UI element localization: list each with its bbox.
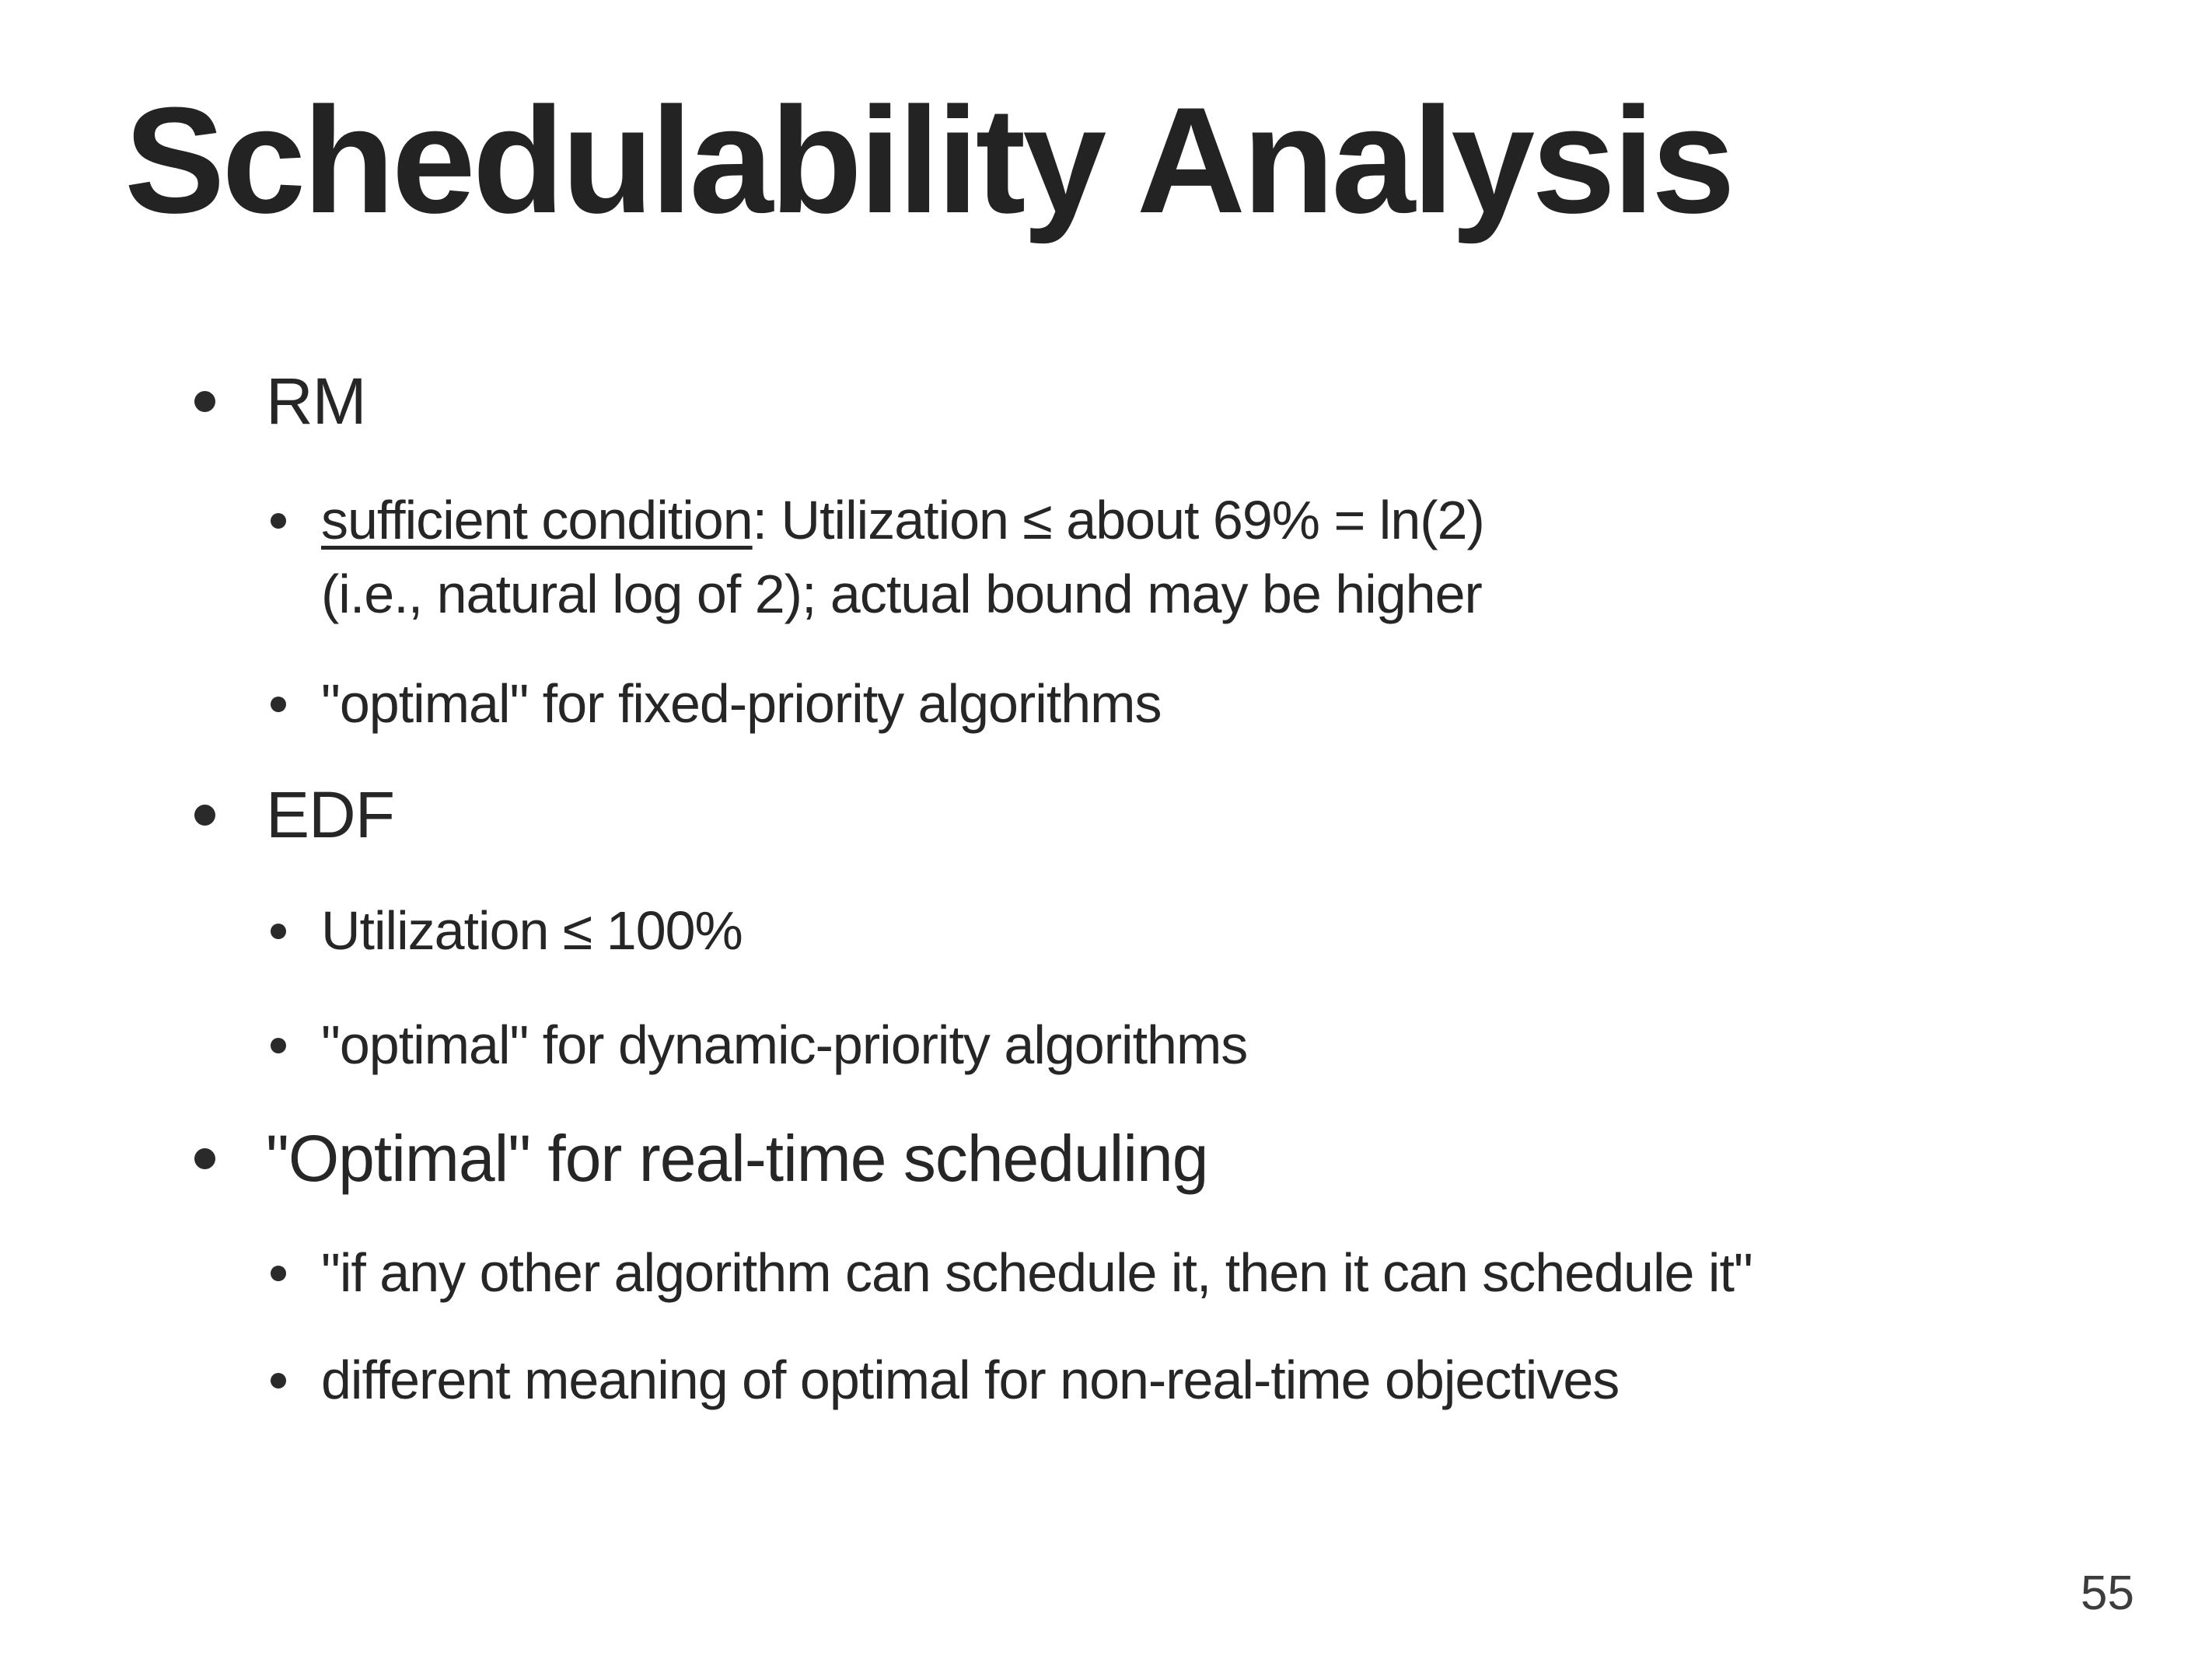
underlined-text: sufficient condition [321, 490, 753, 550]
bullet-dot-icon [271, 513, 286, 529]
bullet-dot-icon [271, 1373, 286, 1388]
sub-bullet-label-rest: : Utilization ≤ about 69% = ln(2) [752, 490, 1484, 550]
sub-bullet-label: "optimal" for fixed-priority algorithms [321, 673, 1162, 734]
bullet-dot-icon [194, 1148, 215, 1169]
sub-bullet-label: Utilization ≤ 100% [321, 900, 743, 961]
sub-bullet-label-line2: (i.e., natural log of 2); actual bound may be higher [321, 564, 1482, 624]
bullet-item-rm [194, 362, 366, 440]
bullet-item-optimal-realtime [194, 1119, 1207, 1197]
sub-bullet-item-optimal-dynamic [271, 1008, 1247, 1082]
bullet-dot-icon [194, 805, 215, 826]
sub-bullet-item-different-meaning [271, 1343, 1619, 1417]
page-number: 55 [2081, 1566, 2134, 1620]
bullet-label: EDF [266, 778, 394, 851]
sub-bullet-label: "optimal" for dynamic-priority algorithms [321, 1015, 1248, 1075]
sub-bullet-label-line1 [321, 484, 1484, 557]
sub-bullet-item-sufficient-condition [271, 484, 1484, 631]
bullet-label: RM [266, 365, 366, 438]
bullet-item-edf [194, 776, 394, 854]
sub-bullet-label: different meaning of optimal for non-real-time objectives [321, 1350, 1620, 1410]
sub-bullet-item-if-any-other [271, 1236, 1752, 1310]
bullet-dot-icon [271, 1038, 286, 1053]
bullet-dot-icon [271, 924, 286, 939]
bullet-dot-icon [194, 391, 215, 412]
sub-bullet-item-utilization [271, 894, 743, 968]
bullet-dot-icon [271, 1266, 286, 1281]
sub-bullet-item-optimal-fixed [271, 667, 1162, 741]
sub-bullet-label: "if any other algorithm can schedule it, then it can schedule it" [321, 1242, 1752, 1303]
bullet-dot-icon [271, 697, 286, 712]
slide-title: Schedulability Analysis [124, 76, 1732, 245]
bullet-label: "Optimal" for real-time scheduling [266, 1122, 1208, 1195]
